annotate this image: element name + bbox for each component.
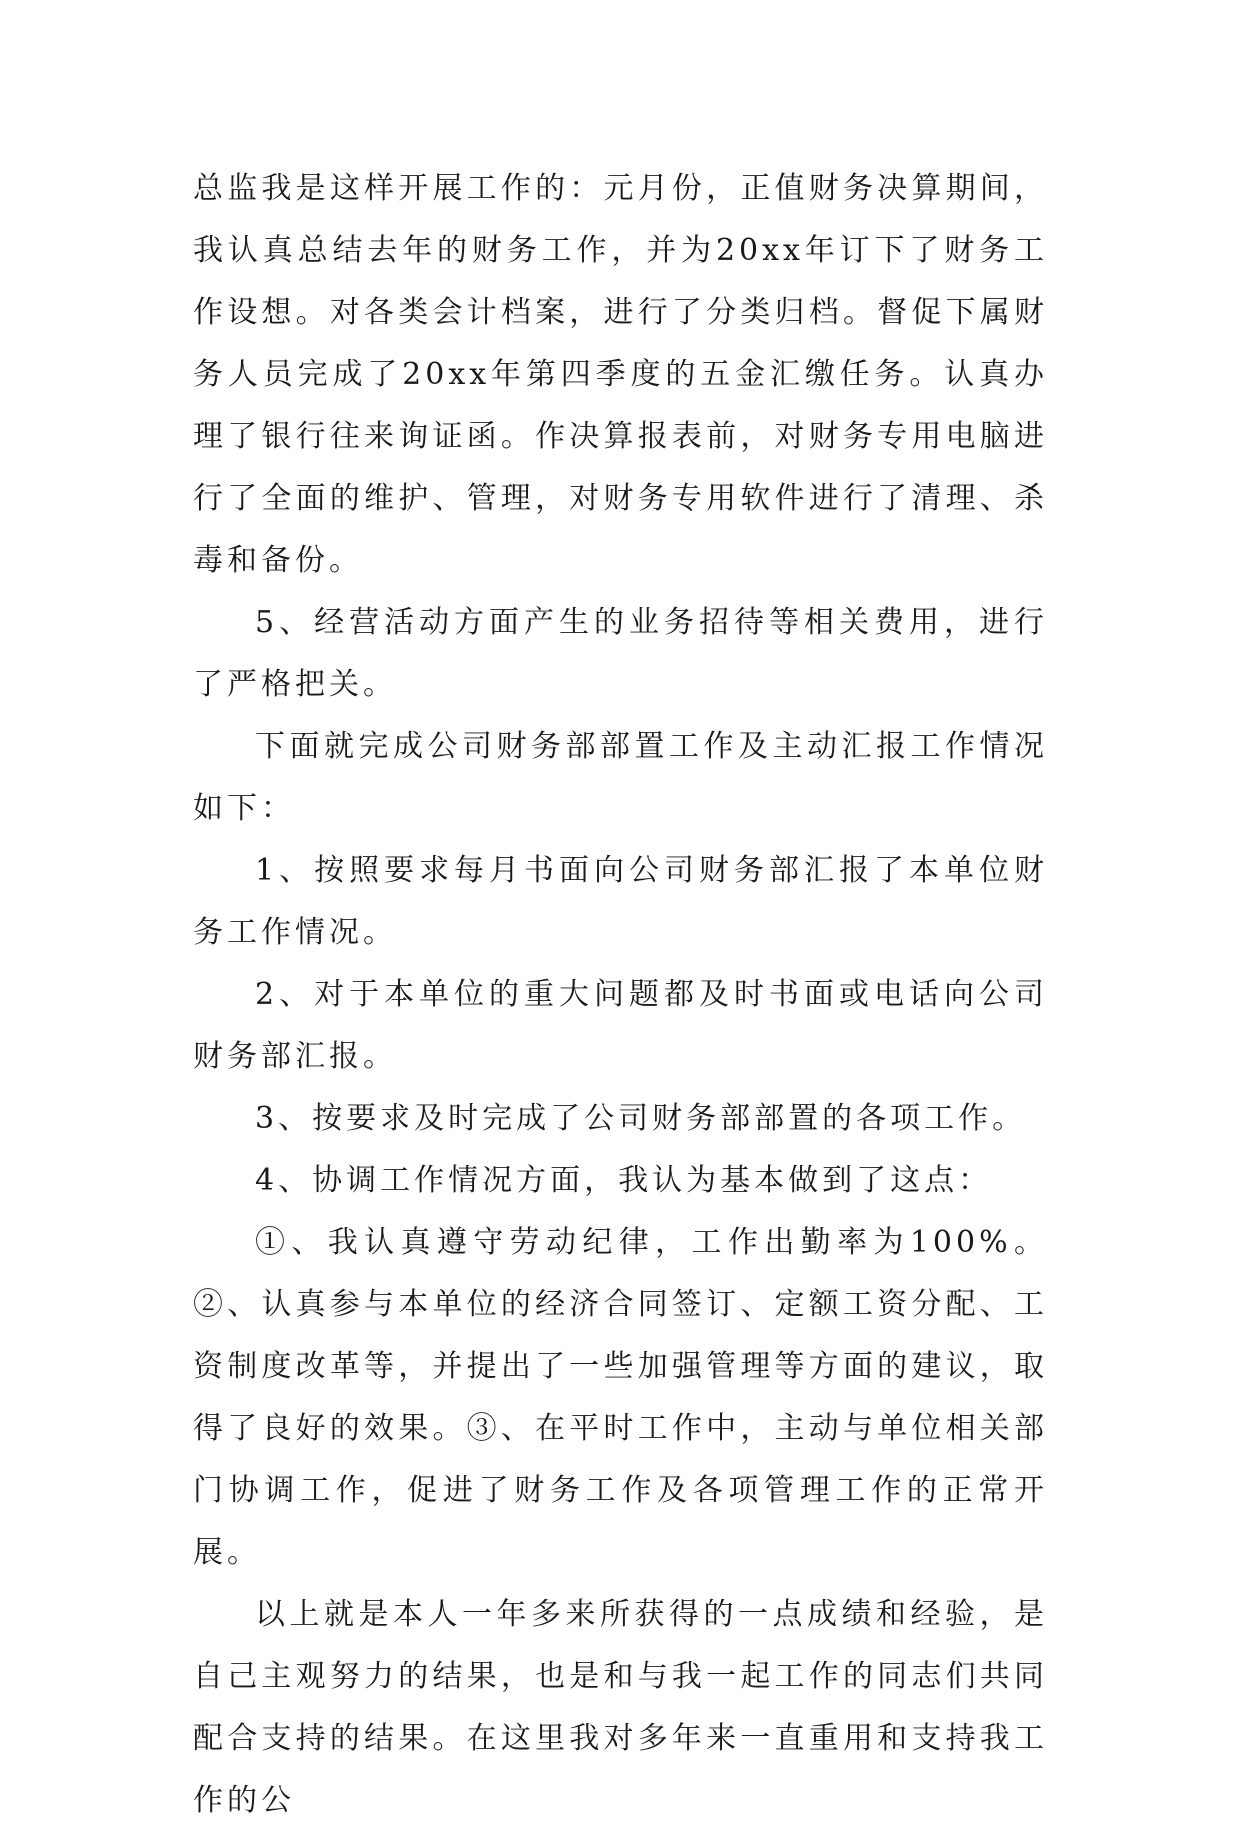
paragraph-9: 以上就是本人一年多来所获得的一点成绩和经验，是自己主观努力的结果，也是和与我一起工作的同志们共同配合支持的结果。在这里我对多年来一直重用和支持我工作的公 — [193, 1597, 1048, 1818]
paragraph-1: 总监我是这样开展工作的：元月份，正值财务决算期间，我认真总结去年的财务工作，并为20xx年订下了财务工作设想。对各类会计档案，进行了分类归档。督促下属财务人员完成了20xx年第四季度的五金汇缴任务。认真办理了银行往来询证函。作决算报表前，对财务专用电脑进行了全面的维护、管理，对财务专用软件进行了清理、杀毒和备份。 — [193, 171, 1048, 578]
document-body — [193, 158, 1048, 1832]
paragraph-4: 1、按照要求每月书面向公司财务部汇报了本单位财务工作情况。 — [193, 853, 1048, 950]
paragraph-6: 3、按要求及时完成了公司财务部部置的各项工作。 — [255, 1101, 1027, 1136]
paragraph-7: 4、协调工作情况方面，我认为基本做到了这点： — [255, 1163, 993, 1198]
paragraph-5: 2、对于本单位的重大问题都及时书面或电话向公司财务部汇报。 — [193, 977, 1048, 1074]
paragraph-8: ①、我认真遵守劳动纪律，工作出勤率为100%。 ②、认真参与本单位的经济合同签订、定额工资分配、工资制度改革等，并提出了一些加强管理等方面的建议，取得了良好的效果。③、在平时工作中，主动与单位相关部门协调工作，促进了财务工作及各项管理工作的正常开展。 — [193, 1225, 1048, 1570]
paragraph-3: 下面就完成公司财务部部置工作及主动汇报工作情况如下： — [193, 729, 1048, 826]
paragraph-2: 5、经营活动方面产生的业务招待等相关费用，进行了严格把关。 — [193, 605, 1048, 702]
